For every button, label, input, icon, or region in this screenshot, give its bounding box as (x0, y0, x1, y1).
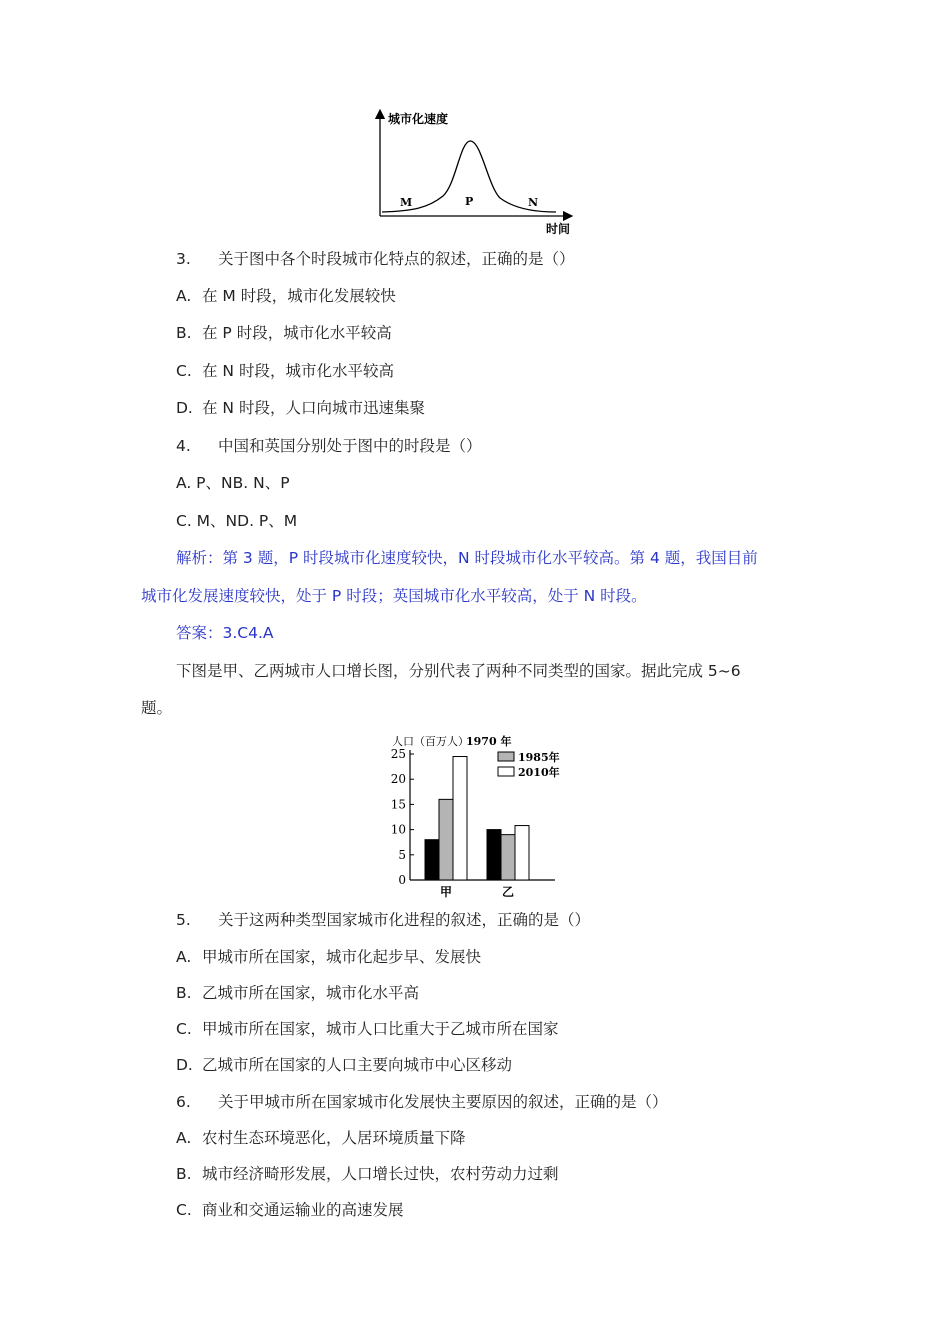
option-6a (176, 1128, 466, 1148)
option-6b (176, 1164, 559, 1184)
question-3 (176, 249, 575, 269)
bar (501, 835, 515, 880)
chart-title: 人口（百万人） (392, 735, 469, 748)
options-4-line1: A. P、NB. N、P (176, 474, 290, 492)
question-stem: 中国和英国分别处于图中的时段是（） (218, 437, 482, 455)
population-bar-chart (380, 730, 570, 902)
option-3c (176, 361, 394, 381)
option-text: 农村生态环境恶化，人居环境质量下降 (202, 1129, 466, 1147)
option-text: 在 N 时段，城市化水平较高 (202, 362, 394, 380)
y-axis-label: 城市化速度 (388, 112, 449, 126)
answer: 答案：3.C4.A (176, 624, 274, 642)
option-letter: C. (176, 1020, 192, 1038)
question-5 (176, 910, 590, 930)
question-number: 4. (176, 437, 191, 455)
options-4-line2: C. M、ND. P、M (176, 512, 298, 530)
intro-line-1: 下图是甲、乙两城市人口增长图，分别代表了两种不同类型的国家。据此完成 5~6 (176, 662, 741, 680)
urbanization-speed-figure (368, 108, 578, 236)
option-letter: B. (176, 324, 192, 342)
x-axis-label: 时间 (546, 222, 571, 236)
question-4 (176, 436, 482, 456)
option-letter: A. (176, 1129, 192, 1147)
option-5b (176, 983, 419, 1003)
option-letter: B. (176, 1165, 192, 1183)
category-label: 甲 (439, 885, 453, 899)
option-3b (176, 323, 392, 343)
label-n: N (528, 196, 539, 209)
option-letter: C. (176, 362, 192, 380)
category-label: 乙 (501, 885, 515, 899)
option-letter: B. (176, 984, 192, 1002)
legend-label: 2010年 (518, 766, 560, 779)
option-text: 城市经济畸形发展，人口增长过快，农村劳动力过剩 (202, 1165, 559, 1183)
option-letter: A. (176, 287, 192, 305)
option-text: 商业和交通运输业的高速发展 (202, 1201, 404, 1219)
option-letter: D. (176, 1056, 193, 1074)
question-number: 5. (176, 911, 191, 929)
bar (515, 826, 529, 880)
y-tick-label: 20 (390, 772, 406, 787)
question-number: 3. (176, 250, 191, 268)
legend-swatch (498, 767, 514, 776)
bar (439, 799, 453, 880)
option-6c (176, 1200, 404, 1220)
label-m: M (400, 196, 413, 209)
question-stem: 关于图中各个时段城市化特点的叙述，正确的是（） (218, 250, 575, 268)
option-text: 乙城市所在国家，城市化水平高 (202, 984, 420, 1002)
option-text: 甲城市所在国家，城市化起步早、发展快 (202, 948, 482, 966)
y-tick-label: 25 (390, 747, 406, 761)
legend-label: 1970 年 (466, 735, 512, 748)
y-tick-label: 15 (390, 797, 406, 812)
option-text: 甲城市所在国家，城市人口比重大于乙城市所在国家 (202, 1020, 559, 1038)
option-text: 在 N 时段，人口向城市迅速集聚 (202, 399, 425, 417)
question-number: 6. (176, 1093, 191, 1111)
option-text: 乙城市所在国家的人口主要向城市中心区移动 (202, 1056, 513, 1074)
y-tick-label: 5 (398, 847, 406, 862)
option-letter: D. (176, 399, 193, 417)
option-5a (176, 947, 481, 967)
y-tick-label: 0 (398, 873, 406, 887)
legend-swatch (498, 752, 514, 761)
question-6 (176, 1092, 668, 1112)
option-5d (176, 1055, 512, 1075)
option-3a (176, 286, 396, 306)
option-text: 在 M 时段，城市化发展较快 (202, 287, 396, 305)
option-letter: A. (176, 948, 192, 966)
legend-label: 1985年 (518, 751, 560, 764)
analysis-line-1: 解析：第 3 题，P 时段城市化速度较快，N 时段城市化水平较高。第 4 题，我国目前 (176, 549, 758, 567)
question-stem: 关于这两种类型国家城市化进程的叙述，正确的是（） (218, 911, 591, 929)
bar (425, 840, 439, 880)
label-p: P (465, 195, 474, 208)
option-3d (176, 398, 425, 418)
bar (487, 830, 501, 880)
option-letter: C. (176, 1201, 192, 1219)
bar (453, 757, 467, 880)
y-tick-label: 10 (390, 822, 406, 837)
intro-line-2: 题。 (141, 699, 173, 717)
analysis-line-2: 城市化发展速度较快，处于 P 时段；英国城市化水平较高，处于 N 时段。 (141, 587, 647, 605)
option-text: 在 P 时段，城市化水平较高 (202, 324, 392, 342)
question-stem: 关于甲城市所在国家城市化发展快主要原因的叙述，正确的是（） (218, 1093, 668, 1111)
option-5c (176, 1019, 559, 1039)
